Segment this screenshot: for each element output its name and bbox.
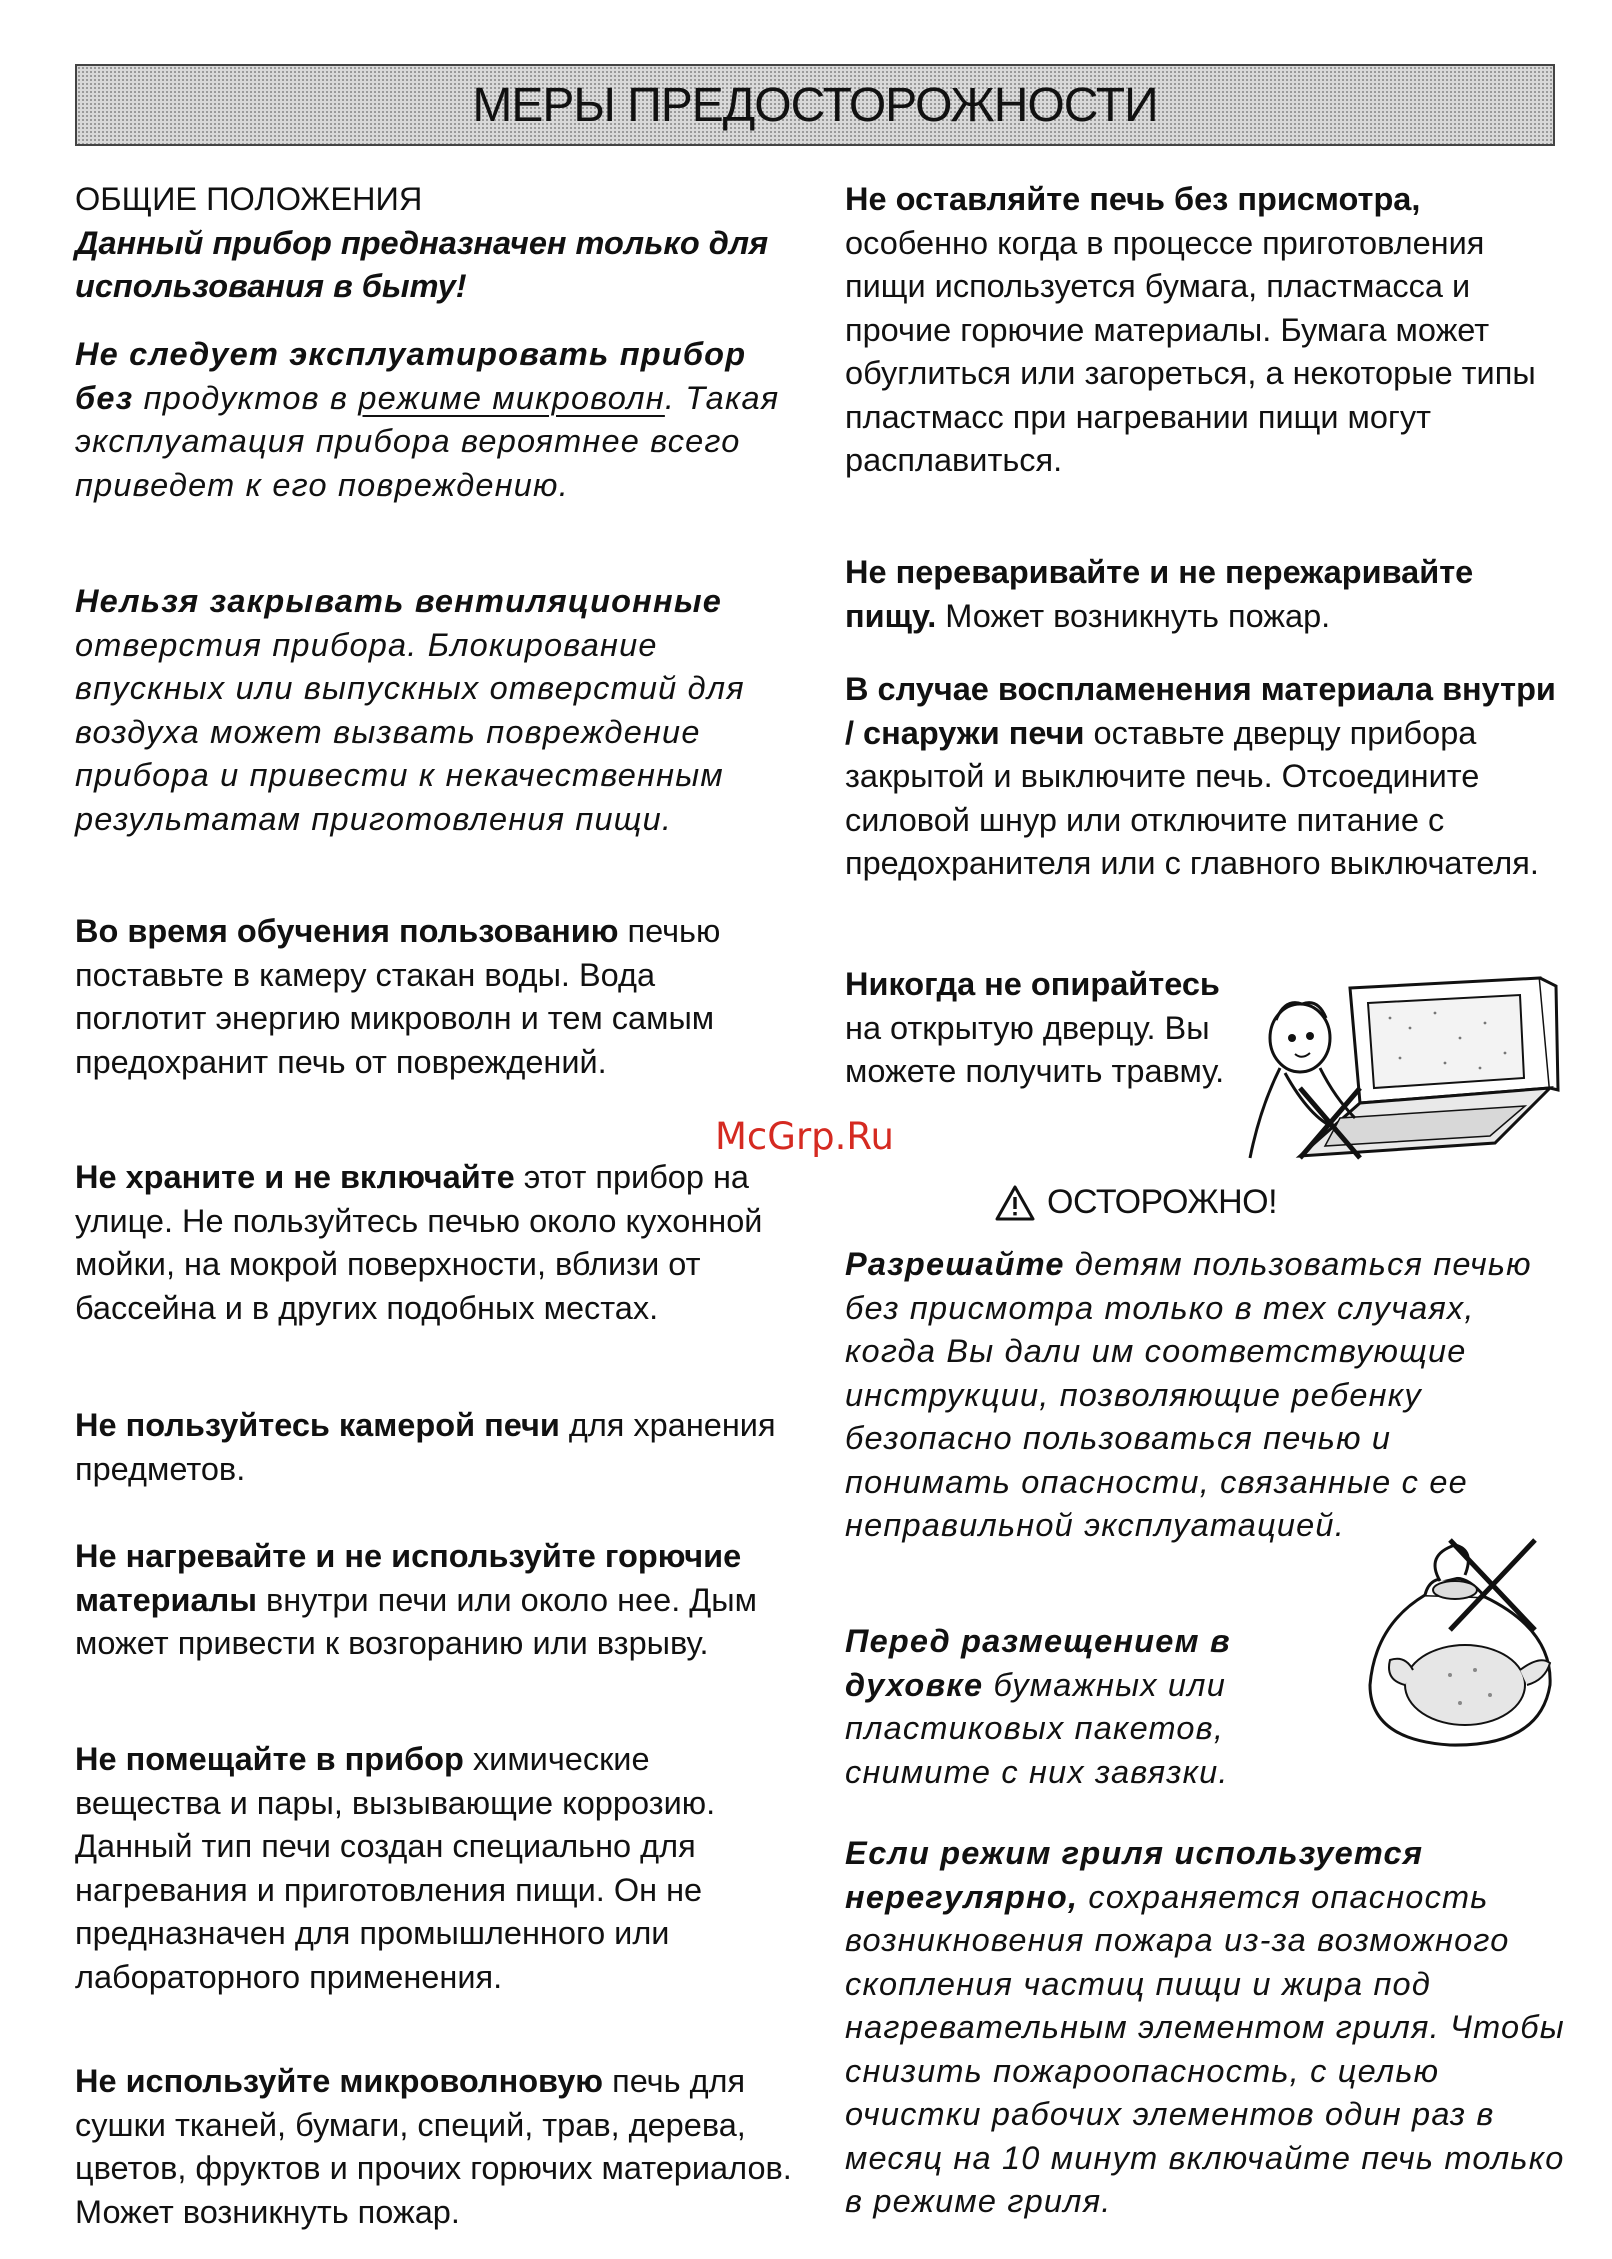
general-section (75, 178, 795, 309)
underlined-term: режиме микроволн (358, 379, 665, 416)
general-text: Данный прибор предназначен только для использования в быту! (75, 224, 769, 304)
paragraph-door-lean: Никогда не опирайтесь на открытую дверцу. Вы можете получить травму. (845, 966, 1225, 1089)
paragraph-children: Разрешайте детям пользоваться печью без присмотра только в тех случаях, когда Вы дали им соответствующие инструкции, позволяющие ребенку безопасно пользоваться печью и понимать опасности, связанные с ее неправильной эксплуатацией. (845, 1246, 1532, 1543)
paragraph-flammable: Не нагревайте и не используйте горючие материалы внутри печи или около нее. Дым может привести к возгоранию или взрыву. (75, 1538, 757, 1661)
paragraph-overcook: Не переваривайте и не пережаривайте пищу. Может возникнуть пожар. (845, 554, 1474, 634)
paragraph-grill: Если режим гриля используется нерегулярно, сохраняется опасность возникновения пожара из-за возможного скопления частиц пищи и жира под нагревательным элементом гриля. Чтобы снизить пожароопасность, с целью очистки рабочих элементов один раз в месяц на 10 минут включайте печь только в режиме гриля. (845, 1835, 1565, 2219)
watermark: McGrp.Ru (715, 1115, 894, 1158)
paragraph-storage-outdoor: Не храните и не включайте этот прибор на улице. Не пользуйтесь печью около кухонной мойки, на мокрой поверхности, вблизи от бассейна и в других подобных местах. (75, 1159, 763, 1326)
paragraph-chamber-storage: Не пользуйтесь камерой печи для хранения предметов. (75, 1407, 776, 1487)
paragraph-bold: Не следует эксплуатировать прибор без (75, 336, 747, 416)
bag-with-tie-crossed-illustration (1355, 1535, 1565, 1755)
paragraph-training: Во время обучения пользованию печью поставьте в камеру стакан воды. Вода поглотит энергию микроволн и тем самым предохранит печь от повреждений. (75, 913, 721, 1080)
paragraph-chemicals: Не помещайте в прибор химические вещества и пары, вызывающие коррозию. Данный тип печи создан специально для нагревания и приготовления пищи. Он не предназначен для промышленного или лабораторного применения. (75, 1741, 716, 1995)
paragraph-ventilation: Нельзя закрывать вентиляционные отверстия прибора. Блокирование впускных или выпускных отверстий для воздуха может вызвать повреждение прибора и привести к некачественным результатам приготовления пищи. (75, 583, 745, 837)
paragraph-ignition: В случае воспламенения материала внутри / снаружи печи оставьте дверцу прибора закрытой и выключите печь. Отсоедините силовой шнур или отключите питание с предохранителя или с главного выключателя. (845, 671, 1556, 881)
caution-label: ОСТОРОЖНО! (1047, 1183, 1278, 1221)
paragraph-unattended: Не оставляйте печь без присмотра, особенно когда в процессе приготовления пищи используется бумага, пластмасса и прочие горючие материалы. Бумага может обуглиться или загореться, а некоторые типы пластмасс при нагревании пищи могут расплавиться. (845, 181, 1536, 478)
caution-heading (995, 1183, 1277, 1222)
paragraph-bags: Перед размещением в духовке бумажных или пластиковых пакетов, снимите с них завязки. (845, 1623, 1231, 1790)
general-heading: ОБЩИЕ ПОЛОЖЕНИЯ (75, 181, 423, 217)
paragraph-drying: Не используйте микроволновую печь для сушки тканей, бумаги, специй, трав, дерева, цветов, фруктов и прочих горючих материалов. Может возникнуть пожар. (75, 2063, 792, 2230)
page-title-bar (75, 64, 1555, 146)
page-title: МЕРЫ ПРЕДОСТОРОЖНОСТИ (472, 78, 1158, 132)
warning-triangle-icon (995, 1185, 1035, 1221)
child-leaning-on-oven-illustration (1240, 968, 1560, 1168)
paragraph-no-empty-run: Не следует эксплуатировать прибор без продуктов в режиме микроволн. Такая эксплуатация прибора вероятнее всего приведет к его повреждению. (75, 336, 780, 503)
